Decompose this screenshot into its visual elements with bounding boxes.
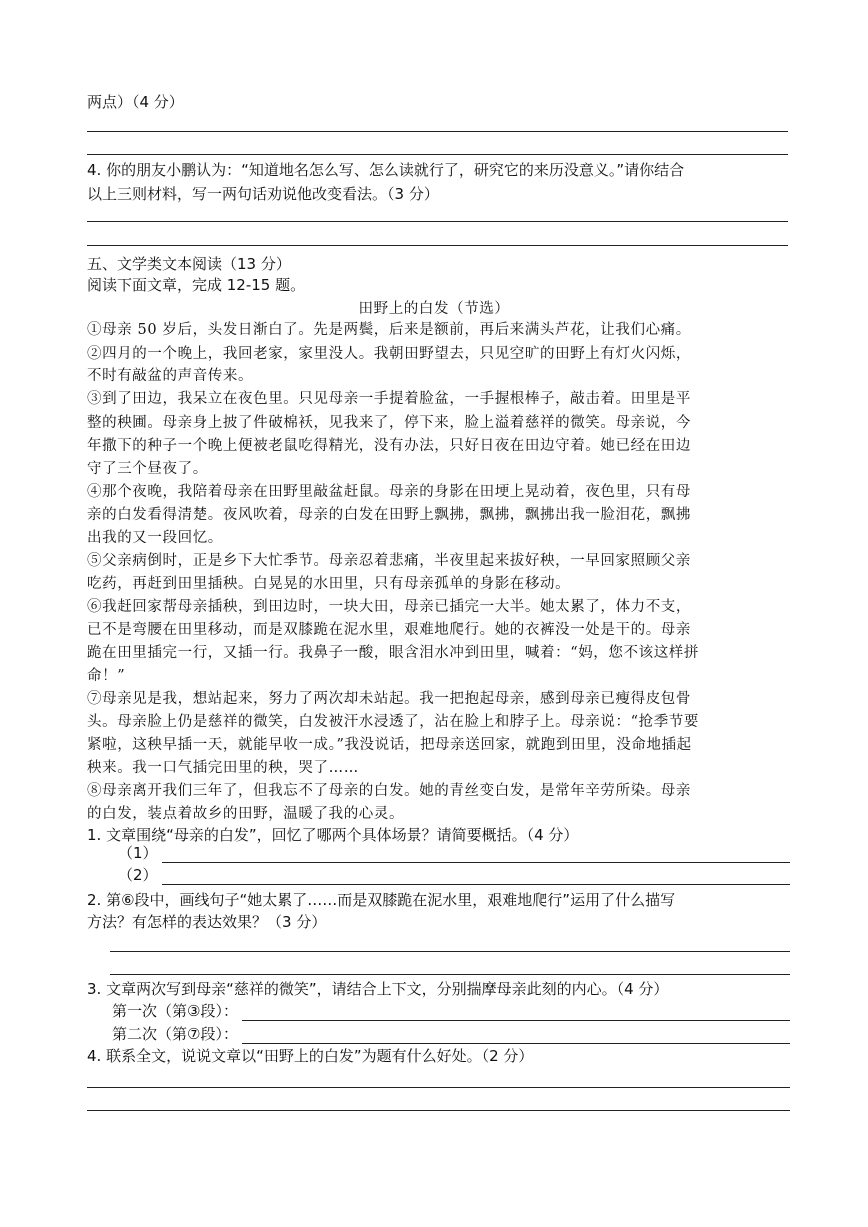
question-3: 3. 文章两次写到母亲“慈祥的微笑”，请结合上下文，分别揣摩母亲此刻的内心。（4 分） [87,980,669,998]
q3-first-label: 第一次（第③段）： [112,1002,238,1020]
prev-question-tail: 两点）（4 分） [87,93,184,111]
article-line: 命！” [87,668,126,684]
article-line: 出我的又一段回忆。 [87,530,223,546]
article-line: 不时有敲盆的声音传来。 [87,368,254,384]
article-title: 田野上的白发（节选） [358,301,510,317]
q3-answer-blank-1[interactable] [242,1004,790,1021]
prev-q4-line1: 4. 你的朋友小鹏认为：“知道地名怎么写、怎么读就行了，研究它的来历没意义。”请你结合 [87,161,685,179]
article-line: ⑧母亲离开我们三年了，但我忘不了母亲的白发。她的青丝变白发，是常年辛劳所染。母亲 [87,783,691,799]
answer-line [87,221,788,222]
question-2-line1: 2. 第⑥段中，画线句子“她太累了……而是双膝跪在泥水里，艰难地爬行”运用了什么描写 [87,891,676,909]
article-line: ⑥我赶回家帮母亲插秧，到田边时，一块大田，母亲已插完一大半。她太累了，体力不支， [87,599,691,615]
q3-answer-row-1 [112,1001,790,1021]
article-line: 紧啦，这秧早插一天，就能早收一成。”我没说话，把母亲送回家，就跑到田里，没命地插起 [87,737,692,753]
article-line: 的白发，装点着故乡的田野，温暖了我的心灵。 [87,806,405,822]
answer-line [87,245,788,246]
article-line: ⑤父亲病倒时，正是乡下大忙季节。母亲忍着悲痛，半夜里起来拔好秧，一早回家照顾父亲 [87,553,691,569]
section-heading: 五、文学类文本阅读（13 分） [87,255,291,273]
article-line: ①母亲 50 岁后，头发日渐白了。先是两鬓，后来是额前，再后来满头芦花，让我们心痛。 [87,322,691,338]
q3-second-label: 第二次（第⑦段）： [112,1025,238,1043]
q4-answer-line[interactable] [87,1110,790,1111]
answer-line [87,154,788,155]
article-line: 跪在田里插完一行，又插一行。我鼻子一酸，眼含泪水冲到田里，喊着：“妈，您不该这样拼 [87,645,700,661]
q3-answer-row-2 [112,1024,790,1044]
article-line: 头。母亲脸上仍是慈祥的微笑，白发被汗水浸透了，沾在脸上和脖子上。母亲说：“抢季节要 [87,714,700,730]
q1-blank1-label: （1） [118,844,158,862]
article-line: 整的秧圃。母亲身上披了件破棉袄，见我来了，停下来，脸上溢着慈祥的微笑。母亲说，今 [87,415,691,431]
q4-answer-line[interactable] [87,1087,790,1088]
article-line: ③到了田边，我呆立在夜色里。只见母亲一手提着脸盆，一手握根棒子，敲击着。田里是平 [87,391,691,407]
question-2-line2: 方法？有怎样的表达效果？（3 分） [87,913,327,931]
q1-answer-row-2 [118,865,790,885]
article-line: ④那个夜晚，我陪着母亲在田野里敲盆赶鼠。母亲的身影在田埂上晃动着，夜色里，只有母 [87,484,691,500]
article-line: 亲的白发看得清楚。夜风吹着，母亲的白发在田野上飘拂，飘拂，飘拂出我一脸泪花，飘拂 [87,507,691,523]
article-line: 秧来。我一口气插完田里的秧，哭了…… [87,760,359,776]
question-4: 4. 联系全文，说说文章以“田野上的白发”为题有什么好处。（2 分） [87,1047,534,1065]
q1-answer-blank-1[interactable] [162,846,790,863]
q1-answer-row-1 [118,843,790,863]
q3-answer-blank-2[interactable] [242,1027,790,1044]
answer-line [87,131,788,132]
article-line: 年撒下的种子一个晚上便被老鼠吃得精光，没有办法，只好日夜在田边守着。她已经在田边 [87,438,691,454]
prev-q4-line2: 以上三则材料，写一两句话劝说他改变看法。（3 分） [87,185,439,203]
question-1: 1. 文章围绕“母亲的白发”，回忆了哪两个具体场景？请简要概括。（4 分） [87,826,579,844]
article-line: 守了三个昼夜了。 [87,461,208,477]
q2-answer-line[interactable] [110,974,790,975]
q2-answer-line[interactable] [110,951,790,952]
article-line: 已不是弯腰在田里移动，而是双膝跪在泥水里，艰难地爬行。她的衣裤没一处是干的。母亲 [87,622,691,638]
q1-blank2-label: （2） [118,866,158,884]
article-line: ②四月的一个晚上，我回老家，家里没人。我朝田野望去，只见空旷的田野上有灯火闪烁， [87,346,691,362]
article-line: 吃药，再赶到田里插秧。白晃晃的水田里，只有母亲孤单的身影在移动。 [87,576,571,592]
section-instruction: 阅读下面文章，完成 12-15 题。 [87,276,306,294]
q1-answer-blank-2[interactable] [162,868,790,885]
article-line: ⑦母亲见是我，想站起来，努力了两次却未站起。我一把抱起母亲，感到母亲已瘦得皮包骨 [87,691,691,707]
